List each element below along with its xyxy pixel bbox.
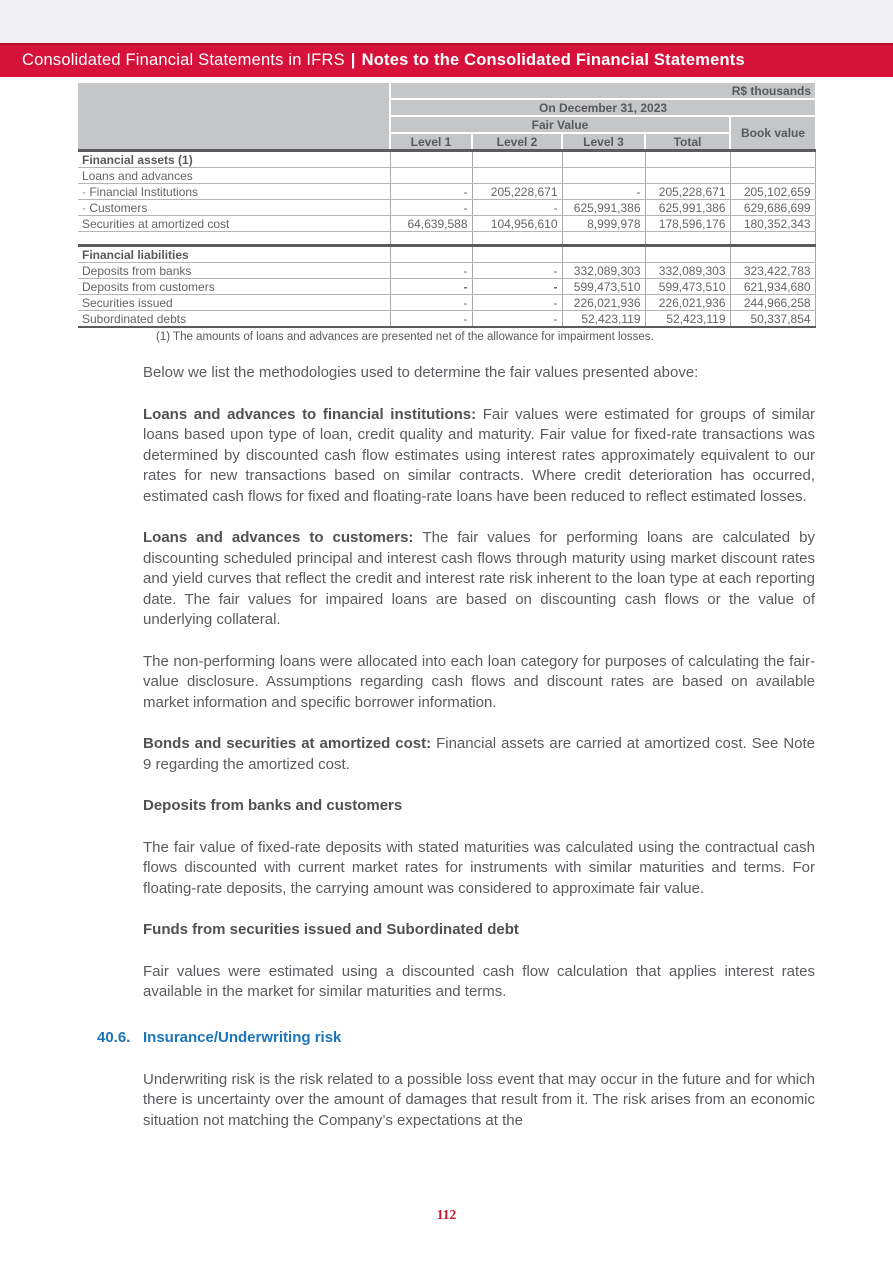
header-title-regular: Consolidated Financial Statements in IFRS [22, 50, 345, 69]
row-value [390, 168, 472, 184]
row-value: 205,102,659 [730, 184, 815, 200]
row-value: 629,686,699 [730, 200, 815, 216]
row-value: 244,966,258 [730, 295, 815, 311]
row-value: 625,991,386 [562, 200, 645, 216]
row-value: 64,639,588 [390, 216, 472, 232]
row-value: - [390, 200, 472, 216]
row-label: Financial assets (1) [78, 151, 390, 168]
row-value: 226,021,936 [645, 295, 730, 311]
row-label: Subordinated debts [78, 311, 390, 328]
level-2-header: Level 2 [472, 133, 562, 151]
paragraph: Underwriting risk is the risk related to a possible loss event that may occur in the future and for which there is uncertainty over the amount of damages that result from it. The risk arises from an economic situation not matching the Company’s expectations at the [143, 1070, 815, 1129]
paragraph-lead: Bonds and securities at amortized cost: [143, 735, 437, 752]
paragraph: Loans and advances to customers: The fair values for performing loans are calculated by discounting scheduled principal and interest cash flows through maturity using market discount rates and yield curves that reflect the credit and interest rate risk inherent to the loan type at each reporting date. The fair values for impaired loans are based on discounting cash flows or the value of underlying collateral. [143, 529, 815, 628]
row-value: - [390, 279, 472, 295]
table-row [78, 263, 815, 279]
row-value [472, 232, 562, 246]
row-value: 323,422,783 [730, 263, 815, 279]
row-value: - [390, 295, 472, 311]
level-1-header: Level 1 [390, 133, 472, 151]
row-value [730, 151, 815, 168]
fair-value-header-cell: Fair Value [390, 116, 730, 133]
row-label: Deposits from customers [78, 279, 390, 295]
paragraph: Bonds and securities at amortized cost: Financial assets are carried at amortized cost. See Note 9 regarding the amortized cost. [143, 735, 816, 773]
row-value: - [472, 200, 562, 216]
table-header [78, 83, 815, 151]
row-value: 50,337,854 [730, 311, 815, 328]
row-value [390, 232, 472, 246]
page-top-margin [0, 0, 893, 43]
row-label: · Financial Institutions [78, 184, 390, 200]
row-value [562, 232, 645, 246]
row-label: Financial liabilities [78, 246, 390, 263]
row-value [472, 168, 562, 184]
row-label: Loans and advances [78, 168, 390, 184]
table-row [78, 295, 815, 311]
total-header: Total [645, 133, 730, 151]
row-value [472, 151, 562, 168]
row-value [562, 151, 645, 168]
page-header-banner [0, 43, 893, 77]
paragraph-lead: Loans and advances to financial institutions: [143, 405, 483, 423]
table-row [78, 200, 815, 216]
row-value [562, 168, 645, 184]
level-3-header: Level 3 [562, 133, 645, 151]
date-header-cell: On December 31, 2023 [390, 99, 815, 116]
subheading: Deposits from banks and customers [143, 797, 403, 814]
table-corner-cell [78, 83, 390, 151]
row-value: - [472, 263, 562, 279]
row-value: - [390, 263, 472, 279]
row-label: Deposits from banks [78, 263, 390, 279]
row-value: 178,596,176 [645, 216, 730, 232]
row-value [390, 151, 472, 168]
table-row [78, 279, 815, 295]
row-value: - [472, 311, 562, 328]
fair-value-table-container [78, 83, 815, 343]
row-value [730, 232, 815, 246]
row-value: - [390, 311, 472, 328]
row-value: 8,999,978 [562, 216, 645, 232]
table-row [78, 311, 815, 328]
row-value: 52,423,119 [645, 311, 730, 328]
paragraph: The fair value of fixed-rate deposits with stated maturities was calculated using the contractual cash flows discounted with current market rates for instruments with similar maturities and terms. For floating-rate deposits, the carrying amount was considered to approximate fair value. [143, 838, 815, 897]
row-value: - [562, 184, 645, 200]
paragraph: Below we list the methodologies used to determine the fair values presented above: [143, 364, 699, 381]
section-number: 40.6. [97, 1028, 131, 1046]
row-value: 599,473,510 [645, 279, 730, 295]
row-value: 205,228,671 [472, 184, 562, 200]
row-value [730, 168, 815, 184]
paragraph: Fair values were estimated using a discounted cash flow calculation that applies interest rates available in the market for similar maturities and terms. [143, 962, 815, 1000]
header-title-bold: Notes to the Consolidated Financial Statements [361, 50, 745, 69]
table-row [78, 246, 815, 263]
table-footnote: (1) The amounts of loans and advances are presented net of the allowance for impairment losses. [156, 331, 654, 343]
row-value [645, 246, 730, 263]
header-separator: | [350, 50, 356, 69]
row-value: 226,021,936 [562, 295, 645, 311]
row-value [390, 246, 472, 263]
row-value: 205,228,671 [645, 184, 730, 200]
table-row [78, 184, 815, 200]
row-value [645, 151, 730, 168]
row-value: 332,089,303 [645, 263, 730, 279]
row-value: 625,991,386 [645, 200, 730, 216]
row-value [730, 246, 815, 263]
unit-label-cell: R$ thousands [390, 83, 815, 99]
fair-value-table [78, 83, 816, 328]
table-row [78, 232, 815, 246]
table-row [78, 151, 815, 168]
paragraph-lead: Loans and advances to customers: [143, 529, 423, 546]
table-row [78, 168, 815, 184]
fair-value-table-body [78, 151, 815, 328]
row-value: 621,934,680 [730, 279, 815, 295]
row-label: · Customers [78, 200, 390, 216]
paragraph: Loans and advances to financial institutions: Fair values were estimated for groups of similar loans based upon type of loan, credit quality and maturity. Fair value for fixed-rate transactions was determined by discounted cash flow estimates using interest rates approximately equivalent to our rates for new transactions based on similar contracts. Where credit deterioration has occurred, estimated cash flows for fixed and floating-rate loans have been reduced to reflect estimated losses. [143, 405, 815, 505]
row-value: - [472, 295, 562, 311]
row-value: - [472, 279, 562, 295]
row-value: 332,089,303 [562, 263, 645, 279]
row-value: 180,352,343 [730, 216, 815, 232]
row-label [78, 232, 390, 246]
book-value-header-cell: Book value [730, 116, 815, 151]
row-value: - [390, 184, 472, 200]
row-value: 52,423,119 [562, 311, 645, 328]
content-blocks [97, 363, 816, 1131]
row-value [472, 246, 562, 263]
row-value: 599,473,510 [562, 279, 645, 295]
row-value [645, 232, 730, 246]
subheading: Funds from securities issued and Subordinated debt [143, 921, 519, 938]
row-value [645, 168, 730, 184]
paragraph: The non-performing loans were allocated into each loan category for purposes of calculating the fair-value disclosure. Assumptions regarding cash flows and discount rates are based on available market information and specific borrower information. [143, 652, 815, 711]
row-value [562, 246, 645, 263]
row-value: 104,956,610 [472, 216, 562, 232]
page-number: 112 [436, 1207, 457, 1222]
section-title: Insurance/Underwriting risk [143, 1028, 342, 1046]
section-heading [97, 1028, 815, 1048]
table-row [78, 216, 815, 232]
row-label: Securities issued [78, 295, 390, 311]
row-label: Securities at amortized cost [78, 216, 390, 232]
